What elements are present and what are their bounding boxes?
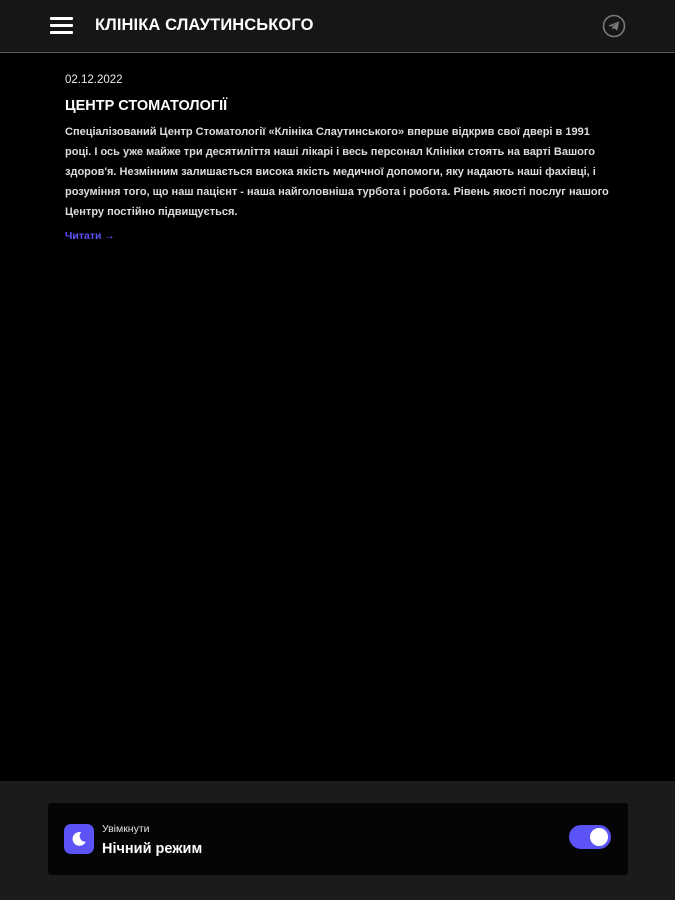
night-mode-card[interactable] — [48, 803, 628, 875]
article-text: Спеціалізований Центр Стоматології «Клініка Слаутинського» вперше відкрив свої двері в 1991 році. І ось уже майже три десятиліття наші лікарі і весь персонал Клініки стоять на варті Вашого здоров'я. Незмінним залишається висока якість медичної допомоги, яку надають наші фахівці, і розуміння того, що наш пацієнт - наша найголовніша турбота і робота. Рівень якості послуг нашого Центру постійно підвищується. — [65, 126, 609, 218]
article-date: 02.12.2022 — [65, 74, 123, 86]
night-mode-toggle[interactable] — [569, 825, 611, 849]
toggle-knob — [590, 828, 608, 846]
night-mode-caption: Увімкнути — [102, 823, 150, 835]
read-more-link[interactable]: Читати → — [65, 230, 115, 242]
app-title: КЛІНІКА СЛАУТИНСЬКОГО — [95, 16, 314, 34]
hamburger-menu-icon[interactable] — [50, 15, 73, 37]
moon-icon — [64, 824, 94, 854]
news-article — [65, 72, 615, 244]
menu-line — [50, 31, 73, 34]
menu-line — [50, 24, 73, 27]
night-mode-label: Нічний режим — [102, 841, 203, 857]
top-app-bar — [0, 0, 675, 53]
menu-line — [50, 17, 73, 20]
telegram-icon[interactable] — [602, 14, 626, 38]
bottom-panel — [0, 781, 675, 900]
article-title[interactable]: ЦЕНТР СТОМАТОЛОГІЇ — [65, 98, 228, 114]
